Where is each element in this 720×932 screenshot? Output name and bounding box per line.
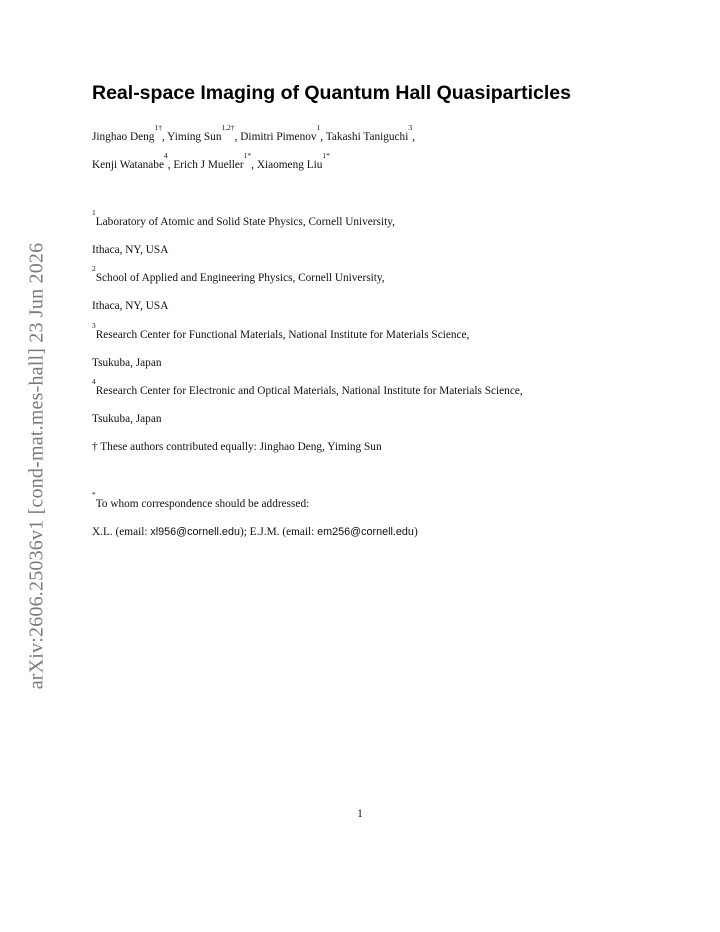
author-affiliation-mark: 4	[163, 151, 168, 160]
author-affiliation-mark: 1†	[154, 123, 162, 132]
correspondence-marker: *	[92, 490, 96, 499]
author-separator: ,	[251, 159, 257, 171]
affiliation-1-location: Ithaca, NY, USA	[92, 244, 169, 256]
affiliation-number: 4	[92, 377, 96, 386]
author-list-line-2	[92, 151, 662, 172]
correspondence-prefix: X.L. (email:	[92, 526, 151, 538]
correspondence-mid: ); E.J.M. (email:	[239, 526, 318, 538]
author-name: Xiaomeng Liu	[256, 159, 323, 171]
correspondence-suffix: )	[413, 526, 418, 538]
correspondence-heading-text: To whom correspondence should be addressed:	[95, 498, 310, 510]
author-affiliation-mark: 1,2†	[221, 123, 235, 132]
author-affiliation-mark: 1*	[243, 151, 252, 160]
equal-contribution-note: † These authors contributed equally: Jinghao Deng, Yiming Sun	[92, 441, 382, 453]
affiliation-text: Research Center for Electronic and Optical Materials, National Institute for Materials Science,	[95, 385, 523, 397]
affiliation-number: 2	[92, 264, 96, 273]
author-separator: ,	[167, 159, 174, 171]
page-number: 1	[357, 808, 363, 820]
author-affiliation-mark: 1*	[322, 151, 330, 160]
author-separator: ,	[412, 131, 415, 143]
correspondence-emails	[92, 525, 662, 539]
affiliation-1	[92, 208, 662, 229]
author-affiliation-mark: 3	[408, 123, 413, 132]
affiliation-2-location: Ithaca, NY, USA	[92, 300, 169, 312]
paper-title: Real-space Imaging of Quantum Hall Quasiparticles	[92, 82, 571, 104]
author-separator: ,	[234, 131, 241, 143]
email-link-ejm[interactable]: em256@cornell.edu	[317, 526, 414, 538]
affiliation-text: Laboratory of Atomic and Solid State Physics, Cornell University,	[95, 216, 395, 228]
affiliation-3	[92, 321, 662, 342]
email-link-xl[interactable]: xl956@cornell.edu	[150, 526, 240, 538]
arxiv-identifier-stamp: arXiv:2606.25036v1 [cond-mat.mes-hall] 23 Jun 2026	[25, 242, 48, 690]
author-separator: ,	[161, 131, 168, 143]
affiliation-4	[92, 377, 662, 398]
author-name: Takashi Taniguchi	[325, 131, 409, 143]
affiliation-text: School of Applied and Engineering Physics, Cornell University,	[95, 272, 385, 284]
author-name: Jinghao Deng	[92, 131, 155, 143]
affiliation-2	[92, 264, 662, 285]
author-separator: ,	[320, 131, 326, 143]
author-name: Erich J Mueller	[173, 159, 244, 171]
author-list-line-1	[92, 123, 662, 144]
affiliation-4-location: Tsukuba, Japan	[92, 413, 162, 425]
affiliation-number: 3	[92, 321, 96, 330]
affiliation-3-location: Tsukuba, Japan	[92, 357, 162, 369]
affiliation-text: Research Center for Functional Materials, National Institute for Materials Science,	[95, 329, 470, 341]
author-name: Yiming Sun	[167, 131, 222, 143]
correspondence-heading	[92, 490, 662, 511]
author-affiliation-mark: 1	[316, 123, 321, 132]
author-name: Dimitri Pimenov	[240, 131, 317, 143]
affiliation-number: 1	[92, 208, 96, 217]
author-name: Kenji Watanabe	[92, 159, 164, 171]
